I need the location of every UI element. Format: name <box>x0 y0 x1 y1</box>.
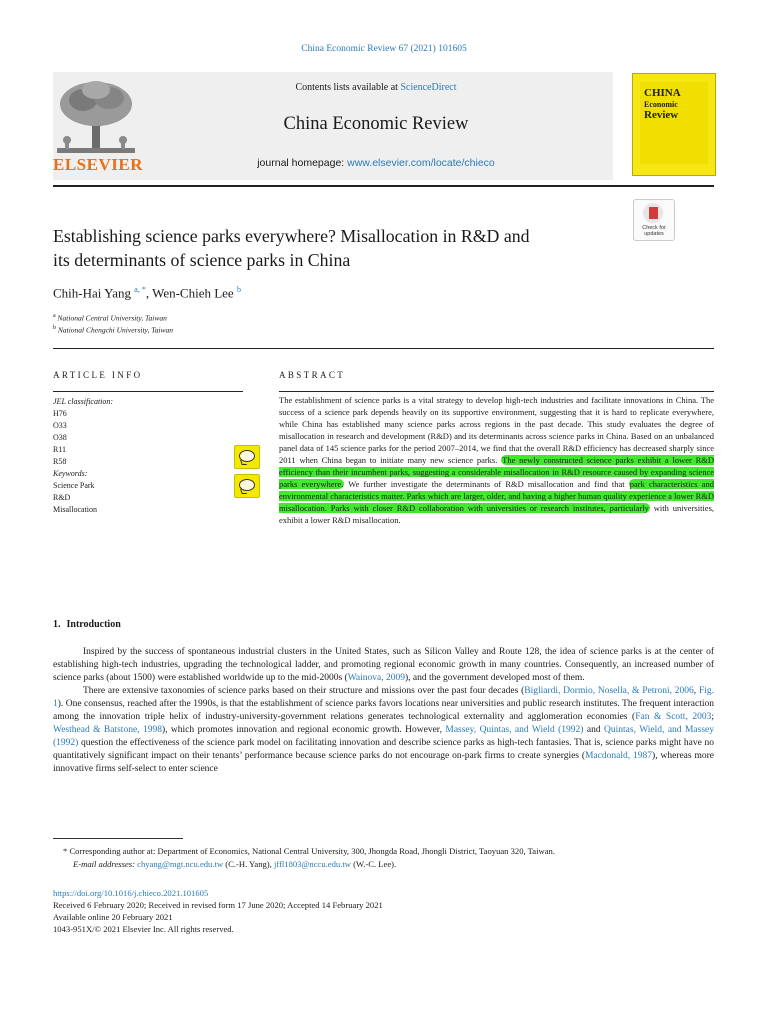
author-list <box>53 285 613 301</box>
affiliation-mark: b <box>53 325 56 331</box>
highlight-annotation[interactable]: The newly constructed science parks exhibit a lower R&D efficiency than their incumbent parks, suggesting a considerable misallocation in R&D resource caused by expanding science parks everywhere. <box>279 455 714 489</box>
author-name[interactable]: Wen-Chieh Lee <box>152 285 234 301</box>
cover-panel <box>640 82 708 164</box>
check-for-updates-button[interactable] <box>633 199 675 241</box>
homepage-link[interactable]: www.elsevier.com/locate/chieco <box>347 157 495 169</box>
email-link[interactable]: chyang@mgt.ncu.edu.tw <box>137 859 224 869</box>
title-line-1: Establishing science parks everywhere? Misallocation in R&D and <box>53 226 530 246</box>
citation-link[interactable]: Massey, Quintas, and Wield (1992) <box>445 725 584 735</box>
article-info-divider <box>53 391 243 392</box>
author-affiliation-marks[interactable]: b <box>236 285 241 294</box>
author-name[interactable]: Chih-Hai Yang <box>53 285 132 301</box>
jel-label: JEL classification: <box>53 397 114 406</box>
keyword: R&D <box>53 493 71 502</box>
footnotes <box>53 845 714 871</box>
citation-link[interactable]: Wainova, 2009 <box>347 673 405 683</box>
jel-code: R58 <box>53 457 67 466</box>
paragraph-text: , <box>693 686 699 696</box>
abstract-divider <box>279 391 714 392</box>
article-title <box>53 224 633 272</box>
author-separator: , <box>145 285 153 301</box>
journal-reference-link[interactable]: China Economic Review 67 (2021) 101605 <box>301 44 467 54</box>
citation-link[interactable]: Quintas, Wield, and Massey (1992) <box>53 725 714 748</box>
keywords-label: Keywords: <box>53 469 88 478</box>
title-line-2: its determinants of science parks in China <box>53 250 351 270</box>
abstract-heading: ABSTRACT <box>279 370 346 380</box>
check-updates-line-2: updates <box>644 231 664 237</box>
received-dates: Received 6 February 2020; Received in revised form 17 June 2020; Accepted 14 February 2021 <box>53 900 383 910</box>
check-updates-line-1: Check for <box>642 225 666 231</box>
paragraph-text: ), and the government developed most of them. <box>404 673 585 683</box>
affiliation-item <box>53 325 173 335</box>
jel-code: R11 <box>53 445 67 454</box>
paragraph-text: There are extensive taxonomies of science parks based on their structure and missions over the past four decades ( <box>83 686 525 696</box>
abstract-text <box>279 394 714 526</box>
paragraph-text: question the effectiveness of the science park model on facilitating innovation and describe science parks as high-tech fantasies. That is, science parks might have no quantitatively significant impact on their tenants’ performance because science parks do not encourage on-park firms to create synergies ( <box>53 738 714 761</box>
cover-line-3: Review <box>644 109 679 121</box>
citation-link[interactable]: Fan & Scott, 2003 <box>635 712 712 722</box>
citation-link[interactable]: Macdonald, 1987 <box>585 751 653 761</box>
contents-availability <box>140 82 612 93</box>
email-note <box>53 858 714 871</box>
footnote-mark: * <box>63 846 68 856</box>
author-affiliation-marks[interactable]: a, * <box>134 285 146 294</box>
footnote-divider <box>53 838 183 839</box>
header-divider <box>53 185 714 187</box>
cover-line-2: Economic <box>644 100 678 109</box>
publisher-name: ELSEVIER <box>53 155 143 174</box>
keyword: Science Park <box>53 481 95 490</box>
paragraph-text: and <box>583 725 605 735</box>
doi-link[interactable]: https://doi.org/10.1016/j.chieco.2021.101605 <box>53 888 209 898</box>
paragraph-text: ). One consensus, reached after the 1990s, is that the establishment of science parks favors locations near universities and public research institutes. The frequent interaction among the innovation triple helix of industry-university-government relations generates technological externality and agglomeration economies ( <box>53 699 714 722</box>
email-label: E-mail addresses: <box>73 859 135 869</box>
available-online-date: Available online 20 February 2021 <box>53 912 173 922</box>
comment-note-icon[interactable] <box>234 474 260 498</box>
figure-link[interactable]: Fig. 1 <box>53 686 714 709</box>
intro-paragraph <box>53 646 714 776</box>
affiliation-text: National Chengchi University, Taiwan <box>57 325 174 335</box>
section-heading <box>53 619 121 630</box>
email-owner: (W.-C. Lee). <box>350 859 397 869</box>
highlight-annotation[interactable]: park characteristics and environmental characteristics matter. Parks which are larger, older, and having a higher human quality experience a lower R&D misallocation. Parks with closer R&D collaboration with universities or research institutes, particularly <box>279 479 714 513</box>
affiliation-text: National Central University, Taiwan <box>57 313 167 323</box>
copyright-notice: 1043-951X/© 2021 Elsevier Inc. All rights reserved. <box>53 924 234 934</box>
corresponding-author-note <box>53 845 714 858</box>
journal-name: China Economic Review <box>283 114 469 134</box>
affiliation-mark: a <box>53 313 56 319</box>
article-info-panel <box>53 396 243 516</box>
bookmark-icon <box>649 207 658 219</box>
sciencedirect-link[interactable]: ScienceDirect <box>400 82 457 93</box>
jel-code: H76 <box>53 409 67 418</box>
homepage-prefix: journal homepage: <box>257 157 348 169</box>
email-owner: (C.-H. Yang), <box>223 859 274 869</box>
section-divider <box>53 348 714 349</box>
paragraph-text: ; <box>711 712 715 722</box>
cover-line-1: CHINA <box>644 87 681 99</box>
paragraph-text: ), which promotes innovation and regional economic growth. However, <box>161 725 446 735</box>
citation-link[interactable]: Westhead & Batstone, 1998 <box>53 725 162 735</box>
article-info-heading: ARTICLE INFO <box>53 370 143 380</box>
publication-info <box>53 887 714 935</box>
check-updates-label <box>634 225 674 237</box>
abstract-body: The establishment of science parks is a vital strategy to develop high-tech industries and facilitate innovations in China. The success of a science park depends heavily on its supportive environment, suggesting that it is hard to replicate everywhere, while China has established many science parks across regions in the past decade. This study evaluates the degree of misallocation in research and development (R&D) and its determinants across science parks in China. Based on an unbalanced panel data of 145 science parks for the period 2007–2014, we find that the overall R&D efficiency has decreased sharply since 2011 when China began to initiate many new science parks. <box>279 395 714 465</box>
citation-link[interactable]: Bigliardi, Dormio, Nosella, & Petroni, 2006 <box>524 686 694 696</box>
journal-homepage <box>140 157 612 169</box>
abstract-body: We further investigate the determinants of R&D misallocation and find that <box>348 479 625 489</box>
email-link[interactable]: jffl1803@nccu.edu.tw <box>273 859 351 869</box>
journal-cover-thumbnail[interactable] <box>632 73 716 176</box>
contents-prefix: Contents lists available at <box>295 82 401 93</box>
footnote-text: Corresponding author at: Department of Economics, National Central University, 300, Jhongda Road, Jhongli District, Taoyuan 320, Taiwan. <box>69 846 555 856</box>
section-title: Introduction <box>66 619 121 630</box>
paragraph-text: Inspired by the success of spontaneous industrial clusters in the United States, such as Silicon Valley and Route 128, the idea of science parks is at the center of establishing high-tech industries, upgrading the technological ladder, and promoting regional economic growth in many countries. Consequently, an increased number of science parks (about 1500) were established worldwide up to the mid-2000s ( <box>53 647 714 683</box>
affiliation-item <box>53 313 167 323</box>
jel-code: O33 <box>53 421 67 430</box>
jel-code: O38 <box>53 433 67 442</box>
keyword: Misallocation <box>53 505 97 514</box>
section-number: 1. <box>53 619 61 630</box>
paragraph-text: ), whereas more innovative firms self-select to enter science <box>53 751 714 774</box>
abstract-body: with universities, exhibit a lower R&D misallocation. <box>279 503 715 525</box>
comment-note-icon[interactable] <box>234 445 260 469</box>
